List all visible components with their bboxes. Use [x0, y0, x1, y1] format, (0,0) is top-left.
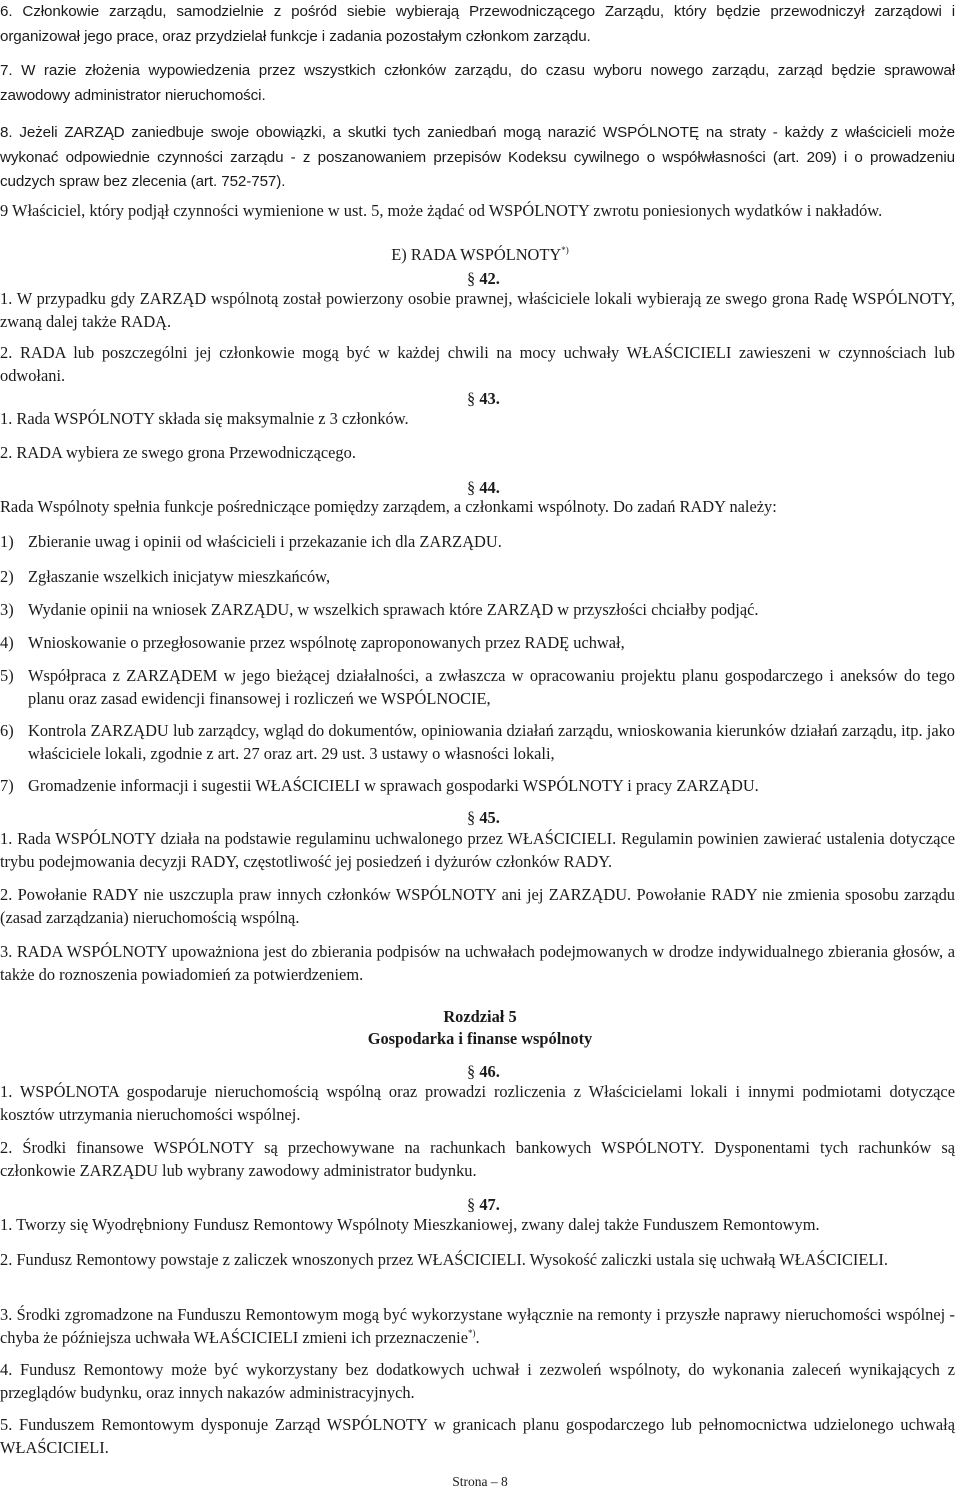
s45-paragraph-2: 2. Powołanie RADY nie uszczupla praw innych członków WSPÓLNOTY ani jej ZARZĄDU. Powołanie RADY nie zmienia sposobu zarządu (zasad zarządzania) nieruchomością wspólną.: [0, 885, 955, 927]
s46-paragraph-1: 1. WSPÓLNOTA gospodaruje nieruchomością wspólną oraz prowadzi rozliczenia z Właścicielami lokali i innymi podmiotami dotyczące kosztów utrzymania nieruchomości wspólnej.: [0, 1082, 955, 1124]
paragraph-7: 7. W razie złożenia wypowiedzenia przez wszystkich członków zarządu, do czasu wyboru nowego zarządu, zarząd będzie sprawował zawodowy administrator nieruchomości.: [0, 62, 955, 104]
section-symbol: §: [467, 808, 476, 827]
s43-paragraph-1: 1. Rada WSPÓLNOTY składa się maksymalnie z 3 członków.: [0, 409, 409, 428]
section-44-heading: [467, 478, 500, 498]
section-e-heading: [0, 244, 960, 266]
s46-paragraph-2: 2. Środki finansowe WSPÓLNOTY są przechowywane na rachunkach bankowych WSPÓLNOTY. Dysponentami tych rachunków są członkowie ZARZĄDU lub wybrany zawodowy administrator budynku.: [0, 1138, 955, 1180]
section-42-heading: [467, 269, 500, 289]
section-46-heading: [467, 1062, 500, 1082]
s43-paragraph-2: 2. RADA wybiera ze swego grona Przewodniczącego.: [0, 443, 356, 462]
section-number: 45.: [479, 808, 500, 827]
section-45-heading: [467, 808, 500, 828]
section-symbol: §: [467, 1062, 476, 1081]
section-number: 44.: [479, 478, 500, 497]
s47-paragraph-1: 1. Tworzy się Wyodrębniony Fundusz Remontowy Wspólnoty Mieszkaniowej, zwany dalej także Funduszem Remontowym.: [0, 1215, 820, 1234]
paragraph-8: 8. Jeżeli ZARZĄD zaniedbuje swoje obowiązki, a skutki tych zaniedbań mogą narazić WSPÓLNOTĘ na straty - każdy z właścicieli może wykonać odpowiednie czynności zarządu - z poszanowaniem przepisów Kodeksu cywilnego o współwłasności (art. 209) i o prowadzeniu cudzych spraw bez zlecenia (art. 752-757).: [0, 124, 955, 190]
list-item: 1) Zbieranie uwag i opinii od właścicieli i przekazanie ich dla ZARZĄDU.: [0, 532, 502, 551]
s42-paragraph-1: 1. W przypadku gdy ZARZĄD wspólnotą został powierzony osobie prawnej, właściciele lokali wybierają ze swego grona Radę WSPÓLNOTY, zwaną dalej także RADĄ.: [0, 289, 955, 331]
section-number: 42.: [479, 269, 500, 288]
section-symbol: §: [467, 1195, 476, 1214]
s45-paragraph-3: 3. RADA WSPÓLNOTY upoważniona jest do zbierania podpisów na uchwałach podejmowanych w drodze indywidualnego zbierania głosów, a także do roznoszenia powiadomień za potwierdzeniem.: [0, 942, 955, 984]
section-number: 46.: [479, 1062, 500, 1081]
footnote-mark: *): [467, 1327, 476, 1338]
section-number: 43.: [479, 389, 500, 408]
section-number: 47.: [479, 1195, 500, 1214]
s47-paragraph-4: 4. Fundusz Remontowy może być wykorzystany bez dodatkowych uchwał i zezwoleń wspólnoty, do wykonania zaleceń wynikających z przeglądów budynku, oraz innych nakazów administracyjnych.: [0, 1360, 955, 1402]
s42-paragraph-2: 2. RADA lub poszczególni jej członkowie mogą być w każdej chwili na mocy uchwały WŁAŚCICIELI zawieszeni w czynnościach lub odwołani.: [0, 343, 955, 385]
s47-paragraph-3: 3. Środki zgromadzone na Funduszu Remontowym mogą być wykorzystane wyłącznie na remonty i przyszłe naprawy nieruchomości wspólnej - chyba że późniejsza uchwała WŁAŚCICIELI zmieni ich przeznaczenie*).: [0, 1305, 955, 1347]
s47-paragraph-5: 5. Funduszem Remontowym dysponuje Zarząd WSPÓLNOTY w granicach planu gospodarczego lub pełnomocnictwa udzielonego uchwałą WŁAŚCICIELI.: [0, 1415, 955, 1457]
section-symbol: §: [467, 269, 476, 288]
section-symbol: §: [467, 478, 476, 497]
section-symbol: §: [467, 389, 476, 408]
section-e-footnote-mark: *): [561, 245, 569, 255]
list-item: 3) Wydanie opinii na wniosek ZARZĄDU, w wszelkich sprawach które ZARZĄD w przyszłości chciałby podjąć.: [0, 600, 759, 619]
section-43-heading: [467, 389, 500, 409]
section-47-heading: [467, 1195, 500, 1215]
list-item: 4) Wnioskowanie o przegłosowanie przez wspólnotę zaproponowanych przez RADĘ uchwał,: [0, 633, 625, 652]
list-item: 6) Kontrola ZARZĄDU lub zarządcy, wgląd do dokumentów, opiniowania działań zarządu, wnioskowania kierunków działań zarządu, itp. jako właściciele lokali, zgodnie z art. 27 oraz art. 29 ust. 3 ustawy o własności lokali,: [0, 721, 955, 763]
list-item: 5) Współpraca z ZARZĄDEM w jego bieżącej działalności, a zwłaszcza w opracowaniu projektu planu gospodarczego i aneksów do tego planu oraz zasad ewidencji finansowej i rozliczeń we WSPÓLNOCIE,: [0, 666, 955, 708]
chapter-title: Rozdział 5: [443, 1007, 517, 1026]
s44-intro: Rada Wspólnoty spełnia funkcje pośredniczące pomiędzy zarządem, a członkami wspólnoty. Do zadań RADY należy:: [0, 497, 777, 516]
paragraph-6: 6. Członkowie zarządu, samodzielnie z pośród siebie wybierają Przewodniczącego Zarządu, który będzie przewodniczył zarządowi i organizował jego prace, oraz przydzielał funkcje i zadania pozostałym członkom zarządu.: [0, 3, 955, 45]
paragraph-9: 9 Właściciel, który podjął czynności wymienione w ust. 5, może żądać od WSPÓLNOTY zwrotu poniesionych wydatków i nakładów.: [0, 201, 883, 220]
list-item: 2) Zgłaszanie wszelkich inicjatyw mieszkańców,: [0, 567, 331, 586]
s47-paragraph-2: 2. Fundusz Remontowy powstaje z zaliczek wnoszonych przez WŁAŚCICIELI. Wysokość zaliczki ustala się uchwałą WŁAŚCICIELI.: [0, 1250, 888, 1269]
page-number: Strona – 8: [452, 1474, 508, 1489]
s45-paragraph-1: 1. Rada WSPÓLNOTY działa na podstawie regulaminu uchwalonego przez WŁAŚCICIELI. Regulamin powinien zawierać ustalenia dotyczące trybu podejmowania decyzji RADY, częstotliwość jej posiedzeń i dyżurów członków RADY.: [0, 829, 955, 871]
chapter-subtitle: Gospodarka i finanse wspólnoty: [367, 1029, 593, 1048]
list-item: 7) Gromadzenie informacji i sugestii WŁAŚCICIELI w sprawach gospodarki WSPÓLNOTY i pracy ZARZĄDU.: [0, 776, 759, 795]
section-e-title: E) RADA WSPÓLNOTY: [391, 245, 562, 264]
